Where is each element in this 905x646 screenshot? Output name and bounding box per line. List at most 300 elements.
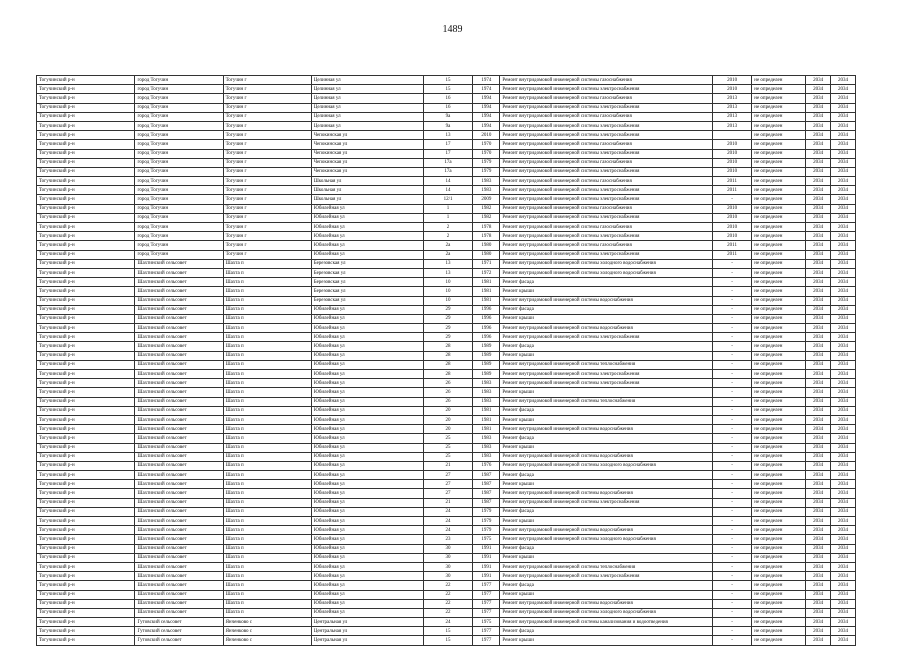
plan-end-cell: 2034 [831, 535, 856, 544]
plan-start-cell: 2034 [806, 342, 831, 351]
status-cell: не определен [752, 480, 806, 489]
status-cell: не определен [752, 305, 806, 314]
last-repair-year-cell: - [712, 415, 751, 424]
plan-end-cell: 2034 [831, 618, 856, 627]
status-cell: не определен [752, 388, 806, 397]
last-repair-year-cell: - [712, 278, 751, 287]
status-cell: не определен [752, 177, 806, 186]
work-type-cell: Ремонт внутридомовой инженерной системы водоснабжения [500, 324, 713, 333]
house-number-cell: 14 [423, 186, 473, 195]
work-type-cell: Ремонт внутридомовой инженерной системы канализования и водоотведения [500, 618, 713, 627]
last-repair-year-cell: - [712, 452, 751, 461]
last-repair-year-cell: - [712, 305, 751, 314]
table-row [37, 370, 856, 379]
locality-cell: Тогучин г [223, 94, 311, 103]
street-cell: Юбилейная ул [311, 333, 423, 342]
status-cell: не определен [752, 452, 806, 461]
district-cell: Тогучинский р-н [37, 324, 135, 333]
work-type-cell: Ремонт внутридомовой инженерной системы холодного водоснабжения [500, 608, 713, 617]
settlement-cell: город Тогучин [135, 232, 223, 241]
last-repair-year-cell: - [712, 296, 751, 305]
last-repair-year-cell: 2010 [712, 213, 751, 222]
table-body [37, 76, 856, 646]
plan-end-cell: 2034 [831, 489, 856, 498]
locality-cell: Шахта п [223, 599, 311, 608]
work-type-cell: Ремонт внутридомовой инженерной системы электроснабжения [500, 232, 713, 241]
locality-cell: Шахта п [223, 379, 311, 388]
last-repair-year-cell: - [712, 562, 751, 571]
work-type-cell: Ремонт крыши [500, 388, 713, 397]
district-cell: Тогучинский р-н [37, 517, 135, 526]
work-type-cell: Ремонт фасада [500, 544, 713, 553]
district-cell: Тогучинский р-н [37, 562, 135, 571]
house-number-cell: 14 [423, 177, 473, 186]
district-cell: Тогучинский р-н [37, 241, 135, 250]
district-cell: Тогучинский р-н [37, 333, 135, 342]
table-row [37, 517, 856, 526]
district-cell: Тогучинский р-н [37, 461, 135, 470]
last-repair-year-cell: - [712, 517, 751, 526]
table-row [37, 388, 856, 397]
house-number-cell: 30 [423, 544, 473, 553]
table-row [37, 85, 856, 94]
work-type-cell: Ремонт крыши [500, 415, 713, 424]
street-cell: Юбилейная ул [311, 581, 423, 590]
year-built-cell: 1994 [473, 103, 500, 112]
district-cell: Тогучинский р-н [37, 544, 135, 553]
street-cell: Целинная ул [311, 103, 423, 112]
locality-cell: Шахта п [223, 296, 311, 305]
house-number-cell: 29 [423, 314, 473, 323]
plan-start-cell: 2034 [806, 268, 831, 277]
settlement-cell: Шахтинский сельсовет [135, 507, 223, 516]
status-cell: не определен [752, 443, 806, 452]
last-repair-year-cell: - [712, 379, 751, 388]
plan-end-cell: 2034 [831, 544, 856, 553]
year-built-cell: 1975 [473, 618, 500, 627]
house-number-cell: 24 [423, 517, 473, 526]
street-cell: Центральная ул [311, 627, 423, 636]
plan-end-cell: 2034 [831, 186, 856, 195]
work-type-cell: Ремонт внутридомовой инженерной системы газоснабжения [500, 241, 713, 250]
table-row [37, 232, 856, 241]
settlement-cell: город Тогучин [135, 112, 223, 121]
street-cell: Юбилейная ул [311, 480, 423, 489]
street-cell: Целинная ул [311, 112, 423, 121]
plan-end-cell: 2034 [831, 333, 856, 342]
table-row [37, 590, 856, 599]
settlement-cell: Шахтинский сельсовет [135, 314, 223, 323]
house-number-cell: 27 [423, 471, 473, 480]
work-type-cell: Ремонт внутридомовой инженерной системы электроснабжения [500, 85, 713, 94]
table-row [37, 618, 856, 627]
table-row [37, 296, 856, 305]
settlement-cell: Шахтинский сельсовет [135, 434, 223, 443]
street-cell: Чепокинская ул [311, 149, 423, 158]
work-type-cell: Ремонт внутридомовой инженерной системы электроснабжения [500, 131, 713, 140]
table-row [37, 186, 856, 195]
work-type-cell: Ремонт фасада [500, 507, 713, 516]
plan-end-cell: 2034 [831, 223, 856, 232]
street-cell: Чепокинская ул [311, 158, 423, 167]
house-number-cell: 1 [423, 213, 473, 222]
work-type-cell: Ремонт внутридомовой инженерной системы водоснабжения [500, 526, 713, 535]
year-built-cell: 1980 [473, 241, 500, 250]
plan-end-cell: 2034 [831, 287, 856, 296]
district-cell: Тогучинский р-н [37, 121, 135, 130]
plan-start-cell: 2034 [806, 94, 831, 103]
last-repair-year-cell: 2010 [712, 76, 751, 85]
street-cell: Юбилейная ул [311, 608, 423, 617]
plan-end-cell: 2034 [831, 425, 856, 434]
street-cell: Юбилейная ул [311, 415, 423, 424]
street-cell: Целинная ул [311, 94, 423, 103]
plan-start-cell: 2034 [806, 489, 831, 498]
locality-cell: Тогучин г [223, 76, 311, 85]
plan-start-cell: 2034 [806, 498, 831, 507]
work-type-cell: Ремонт внутридомовой инженерной системы электроснабжения [500, 333, 713, 342]
plan-start-cell: 2034 [806, 167, 831, 176]
street-cell: Юбилейная ул [311, 213, 423, 222]
last-repair-year-cell: - [712, 544, 751, 553]
plan-end-cell: 2034 [831, 370, 856, 379]
plan-end-cell: 2034 [831, 342, 856, 351]
table-row [37, 406, 856, 415]
last-repair-year-cell: 2011 [712, 250, 751, 259]
work-type-cell: Ремонт внутридомовой инженерной системы холодного водоснабжения [500, 461, 713, 470]
street-cell: Юбилейная ул [311, 590, 423, 599]
settlement-cell: Шахтинский сельсовет [135, 443, 223, 452]
house-number-cell: 1 [423, 204, 473, 213]
plan-end-cell: 2034 [831, 232, 856, 241]
last-repair-year-cell: 2011 [712, 241, 751, 250]
settlement-cell: город Тогучин [135, 140, 223, 149]
locality-cell: Шахта п [223, 278, 311, 287]
house-number-cell: 28 [423, 360, 473, 369]
status-cell: не определен [752, 498, 806, 507]
status-cell: не определен [752, 268, 806, 277]
plan-start-cell: 2034 [806, 590, 831, 599]
house-number-cell: 16 [423, 94, 473, 103]
last-repair-year-cell: - [712, 351, 751, 360]
settlement-cell: город Тогучин [135, 94, 223, 103]
last-repair-year-cell: 2013 [712, 94, 751, 103]
plan-start-cell: 2034 [806, 204, 831, 213]
year-built-cell: 1983 [473, 186, 500, 195]
plan-start-cell: 2034 [806, 627, 831, 636]
work-type-cell: Ремонт внутридомовой инженерной системы электроснабжения [500, 167, 713, 176]
table-row [37, 480, 856, 489]
settlement-cell: город Тогучин [135, 223, 223, 232]
district-cell: Тогучинский р-н [37, 112, 135, 121]
district-cell: Тогучинский р-н [37, 370, 135, 379]
last-repair-year-cell: - [712, 259, 751, 268]
work-type-cell: Ремонт внутридомовой инженерной системы электроснабжения [500, 103, 713, 112]
plan-start-cell: 2034 [806, 241, 831, 250]
plan-end-cell: 2034 [831, 103, 856, 112]
table-row [37, 195, 856, 204]
last-repair-year-cell: - [712, 324, 751, 333]
status-cell: не определен [752, 223, 806, 232]
street-cell: Березовская ул [311, 268, 423, 277]
status-cell: не определен [752, 112, 806, 121]
settlement-cell: город Тогучин [135, 121, 223, 130]
district-cell: Тогучинский р-н [37, 498, 135, 507]
locality-cell: Тогучин г [223, 167, 311, 176]
plan-end-cell: 2034 [831, 452, 856, 461]
status-cell: не определен [752, 489, 806, 498]
last-repair-year-cell: 2013 [712, 112, 751, 121]
plan-end-cell: 2034 [831, 572, 856, 581]
table-row [37, 314, 856, 323]
status-cell: не определен [752, 250, 806, 259]
last-repair-year-cell: - [712, 489, 751, 498]
status-cell: не определен [752, 278, 806, 287]
plan-start-cell: 2034 [806, 461, 831, 470]
street-cell: Юбилейная ул [311, 471, 423, 480]
plan-start-cell: 2034 [806, 324, 831, 333]
settlement-cell: Шахтинский сельсовет [135, 425, 223, 434]
table-row [37, 415, 856, 424]
table-row [37, 76, 856, 85]
status-cell: не определен [752, 553, 806, 562]
status-cell: не определен [752, 204, 806, 213]
house-number-cell: 29 [423, 305, 473, 314]
status-cell: не определен [752, 535, 806, 544]
house-number-cell: 17 [423, 149, 473, 158]
settlement-cell: Шахтинский сельсовет [135, 324, 223, 333]
district-cell: Тогучинский р-н [37, 471, 135, 480]
year-built-cell: 1987 [473, 480, 500, 489]
last-repair-year-cell: - [712, 608, 751, 617]
plan-end-cell: 2034 [831, 351, 856, 360]
house-number-cell: 23 [423, 535, 473, 544]
last-repair-year-cell: - [712, 388, 751, 397]
year-built-cell: 1977 [473, 590, 500, 599]
locality-cell: Тогучин г [223, 149, 311, 158]
plan-end-cell: 2034 [831, 314, 856, 323]
status-cell: не определен [752, 562, 806, 571]
street-cell: Юбилейная ул [311, 434, 423, 443]
district-cell: Тогучинский р-н [37, 351, 135, 360]
repair-schedule-table-wrap [36, 75, 856, 646]
work-type-cell: Ремонт фасада [500, 278, 713, 287]
work-type-cell: Ремонт фасада [500, 406, 713, 415]
plan-start-cell: 2034 [806, 535, 831, 544]
settlement-cell: город Тогучин [135, 158, 223, 167]
settlement-cell: город Тогучин [135, 177, 223, 186]
locality-cell: Шахта п [223, 406, 311, 415]
plan-start-cell: 2034 [806, 553, 831, 562]
plan-end-cell: 2034 [831, 94, 856, 103]
last-repair-year-cell: - [712, 370, 751, 379]
district-cell: Тогучинский р-н [37, 388, 135, 397]
table-row [37, 461, 856, 470]
street-cell: Юбилейная ул [311, 342, 423, 351]
house-number-cell: 21 [423, 498, 473, 507]
last-repair-year-cell: - [712, 461, 751, 470]
plan-start-cell: 2034 [806, 572, 831, 581]
district-cell: Тогучинский р-н [37, 278, 135, 287]
year-built-cell: 1974 [473, 85, 500, 94]
plan-end-cell: 2034 [831, 268, 856, 277]
locality-cell: Шахта п [223, 360, 311, 369]
status-cell: не определен [752, 434, 806, 443]
plan-end-cell: 2034 [831, 149, 856, 158]
work-type-cell: Ремонт крыши [500, 314, 713, 323]
year-built-cell: 1970 [473, 140, 500, 149]
plan-start-cell: 2034 [806, 259, 831, 268]
status-cell: не определен [752, 581, 806, 590]
locality-cell: Шахта п [223, 434, 311, 443]
locality-cell: Шахта п [223, 305, 311, 314]
table-row [37, 287, 856, 296]
settlement-cell: Шахтинский сельсовет [135, 526, 223, 535]
table-row [37, 241, 856, 250]
plan-start-cell: 2034 [806, 149, 831, 158]
plan-end-cell: 2034 [831, 608, 856, 617]
table-row [37, 471, 856, 480]
table-row [37, 452, 856, 461]
year-built-cell: 1979 [473, 526, 500, 535]
street-cell: Юбилейная ул [311, 535, 423, 544]
house-number-cell: 29 [423, 333, 473, 342]
plan-start-cell: 2034 [806, 397, 831, 406]
table-row [37, 360, 856, 369]
house-number-cell: 28 [423, 370, 473, 379]
status-cell: не определен [752, 121, 806, 130]
status-cell: не определен [752, 76, 806, 85]
plan-end-cell: 2034 [831, 553, 856, 562]
street-cell: Юбилейная ул [311, 461, 423, 470]
locality-cell: Тогучин г [223, 186, 311, 195]
settlement-cell: город Тогучин [135, 76, 223, 85]
settlement-cell: Шахтинский сельсовет [135, 406, 223, 415]
locality-cell: Шахта п [223, 388, 311, 397]
status-cell: не определен [752, 627, 806, 636]
settlement-cell: Шахтинский сельсовет [135, 379, 223, 388]
status-cell: не определен [752, 94, 806, 103]
status-cell: не определен [752, 158, 806, 167]
plan-start-cell: 2034 [806, 599, 831, 608]
street-cell: Юбилейная ул [311, 360, 423, 369]
table-row [37, 572, 856, 581]
settlement-cell: Шахтинский сельсовет [135, 360, 223, 369]
work-type-cell: Ремонт внутридомовой инженерной системы электроснабжения [500, 121, 713, 130]
status-cell: не определен [752, 507, 806, 516]
locality-cell: Янченково с [223, 636, 311, 645]
last-repair-year-cell: - [712, 342, 751, 351]
locality-cell: Шахта п [223, 268, 311, 277]
work-type-cell: Ремонт фасада [500, 342, 713, 351]
table-row [37, 333, 856, 342]
house-number-cell: 10 [423, 278, 473, 287]
year-built-cell: 1989 [473, 351, 500, 360]
plan-end-cell: 2034 [831, 121, 856, 130]
year-built-cell: 1980 [473, 250, 500, 259]
status-cell: не определен [752, 314, 806, 323]
status-cell: не определен [752, 397, 806, 406]
last-repair-year-cell: 2010 [712, 149, 751, 158]
table-row [37, 562, 856, 571]
year-built-cell: 1994 [473, 121, 500, 130]
plan-end-cell: 2034 [831, 581, 856, 590]
street-cell: Чепокинская ул [311, 131, 423, 140]
locality-cell: Тогучин г [223, 131, 311, 140]
status-cell: не определен [752, 333, 806, 342]
status-cell: не определен [752, 544, 806, 553]
settlement-cell: Шахтинский сельсовет [135, 461, 223, 470]
plan-end-cell: 2034 [831, 85, 856, 94]
work-type-cell: Ремонт внутридомовой инженерной системы электроснабжения [500, 370, 713, 379]
house-number-cell: 24 [423, 507, 473, 516]
settlement-cell: Шахтинский сельсовет [135, 259, 223, 268]
last-repair-year-cell: 2010 [712, 232, 751, 241]
settlement-cell: Шахтинский сельсовет [135, 608, 223, 617]
house-number-cell: 29 [423, 324, 473, 333]
table-row [37, 636, 856, 645]
district-cell: Тогучинский р-н [37, 397, 135, 406]
status-cell: не определен [752, 195, 806, 204]
district-cell: Тогучинский р-н [37, 590, 135, 599]
status-cell: не определен [752, 259, 806, 268]
status-cell: не определен [752, 590, 806, 599]
house-number-cell: 30 [423, 572, 473, 581]
street-cell: Юбилейная ул [311, 443, 423, 452]
locality-cell: Шахта п [223, 517, 311, 526]
district-cell: Тогучинский р-н [37, 149, 135, 158]
house-number-cell: 25 [423, 443, 473, 452]
status-cell: не определен [752, 324, 806, 333]
work-type-cell: Ремонт внутридомовой инженерной системы электроснабжения [500, 149, 713, 158]
year-built-cell: 1982 [473, 213, 500, 222]
table-row [37, 223, 856, 232]
plan-start-cell: 2034 [806, 360, 831, 369]
year-built-cell: 1987 [473, 498, 500, 507]
plan-start-cell: 2034 [806, 76, 831, 85]
last-repair-year-cell: - [712, 507, 751, 516]
plan-start-cell: 2034 [806, 333, 831, 342]
plan-end-cell: 2034 [831, 259, 856, 268]
plan-start-cell: 2034 [806, 452, 831, 461]
plan-end-cell: 2034 [831, 360, 856, 369]
status-cell: не определен [752, 296, 806, 305]
settlement-cell: Гутовский сельсовет [135, 627, 223, 636]
district-cell: Тогучинский р-н [37, 581, 135, 590]
settlement-cell: Шахтинский сельсовет [135, 562, 223, 571]
status-cell: не определен [752, 526, 806, 535]
year-built-cell: 1989 [473, 370, 500, 379]
plan-start-cell: 2034 [806, 388, 831, 397]
settlement-cell: Шахтинский сельсовет [135, 581, 223, 590]
settlement-cell: город Тогучин [135, 204, 223, 213]
year-built-cell: 1987 [473, 489, 500, 498]
street-cell: Чепокинская ул [311, 140, 423, 149]
year-built-cell: 1991 [473, 572, 500, 581]
page-number: 1489 [442, 24, 463, 35]
last-repair-year-cell: - [712, 287, 751, 296]
work-type-cell: Ремонт фасада [500, 305, 713, 314]
year-built-cell: 1983 [473, 452, 500, 461]
plan-end-cell: 2034 [831, 406, 856, 415]
work-type-cell: Ремонт фасада [500, 627, 713, 636]
year-built-cell: 1996 [473, 305, 500, 314]
status-cell: не определен [752, 241, 806, 250]
last-repair-year-cell: - [712, 498, 751, 507]
plan-start-cell: 2034 [806, 425, 831, 434]
plan-end-cell: 2034 [831, 388, 856, 397]
locality-cell: Шахта п [223, 553, 311, 562]
